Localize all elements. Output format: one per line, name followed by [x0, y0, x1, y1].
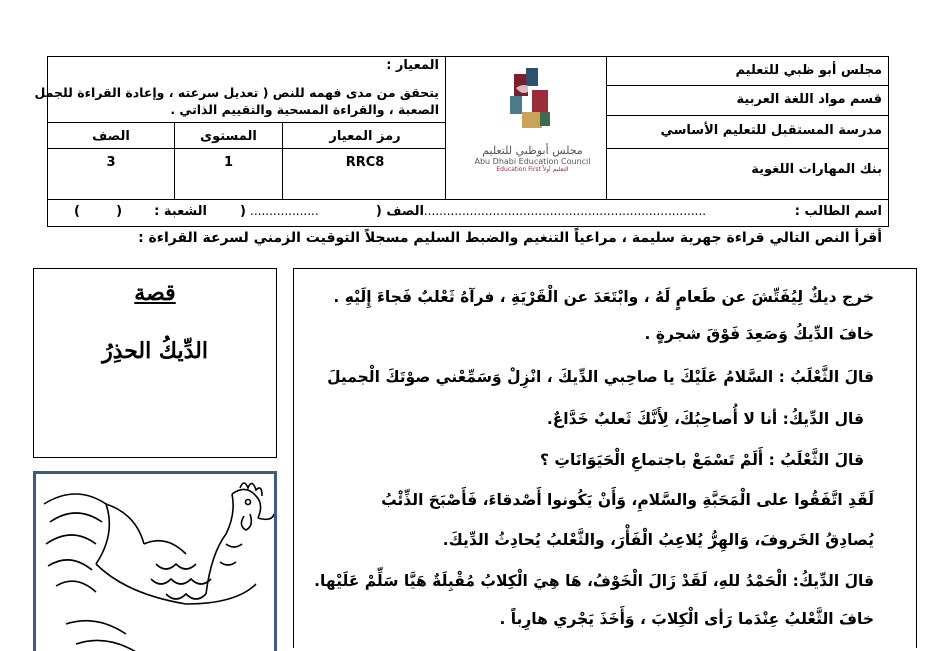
council-name: مجلس أبو ظبي للتعليم [735, 63, 882, 78]
adec-logo [470, 66, 595, 176]
story-line-4: قال الدِّيكُ: أنا لا أُصاحِبُكَ، لِأَنَّكَ ثَعلبٌ خَدَّاعٌ. [546, 410, 864, 428]
story-line-5: قالَ الثَّعْلَبُ : أَلَمْ تَسْمَعْ باجتماعِ الْحَيَوَانَاتِ ؟ [539, 451, 864, 469]
reading-instruction: أقرأ النص التالي قراءة جهرية سليمة ، مراعياً التنغيم والضبط السليم مسجلاً التوقيت الزمني لسرعة القراءة : [138, 230, 882, 246]
value-grade: 3 [106, 155, 116, 170]
logo-tagline: Education First التعليم أولاً [496, 166, 569, 173]
department-name: قسم مواد اللغة العربية [736, 92, 882, 107]
story-line-7: يُصادِقُ الخَروفَ، وَالهِرُّ يُلاعِبُ الْفَأْرَ، والثَّعْلبُ يُحادِثُ الدِّيكَ. [442, 531, 874, 549]
rooster-picture-box [33, 471, 277, 651]
student-name-field[interactable]: ........................................................................... [420, 204, 707, 218]
logo-arabic-text: مجلس أبوظبي للتعليم [482, 144, 583, 157]
value-level: 1 [223, 155, 234, 170]
standard-label: المعيار : [386, 58, 439, 73]
student-name-label: اسم الطالب : [794, 204, 882, 219]
logo-english-text: Abu Dhabi Education Council [474, 157, 591, 166]
col-header-grade: الصف [92, 129, 130, 144]
story-title: الدِّيكُ الحذِرُ [102, 338, 208, 364]
section-field[interactable]: ( ) [74, 204, 123, 219]
story-line-9: خافَ الثَّعْلبُ عِنْدَما رَأى الْكِلابَ ، وَأَخَذَ يَجْري هارِباً . [499, 610, 874, 628]
class-label: الصف ( [375, 204, 424, 219]
class-field[interactable]: .................. [250, 204, 319, 218]
skills-bank: بنك المهارات اللغوية [751, 162, 882, 177]
class-close-paren: ) [240, 204, 246, 219]
school-name: مدرسة المستقبل للتعليم الأساسي [660, 123, 882, 138]
story-label: قصة [134, 280, 176, 306]
story-line-3: قالَ الثَّعْلَبُ : السَّلامُ عَلَيْكَ يا صاحِبي الدِّيكَ ، انْزِلْ وَسَمِّعْني صوْتَكَ الْجميلَ [327, 368, 874, 386]
standard-text-line1: يتحقق من مدى فهمه للنص ( تعديل سرعته ، وإعادة القراءة للجمل [34, 85, 439, 100]
col-header-level: المستوى [200, 129, 257, 144]
adec-emblem-icon [470, 66, 595, 140]
standard-text-line2: الصعبة ، والقراءة المسحية والتقييم الذاتي . [170, 102, 439, 117]
story-line-2: خافَ الدِّيكُ وَصَعِدَ فَوْقَ شجرةٍ . [644, 325, 874, 343]
story-line-8: قالَ الدِّيكُ: الْحَمْدُ للهِ، لَقَدْ زَالَ الْخَوْفُ، هَا هِيَ الْكِلابُ مُقْبِلَةٌ هَيَّا سَلِّمْ عَلَيْها. [314, 572, 874, 590]
value-code: RRC8 [345, 155, 385, 170]
col-header-code: رمز المعيار [329, 129, 401, 144]
section-label: الشعبة : [154, 204, 207, 219]
story-line-6: لَقَدِ اتَّفَقُوا على الْمَحَبَّةِ والسَّلامِ، وَأَنْ يَكُونوا أَصْدقاءَ، فَأَصْبَحَ الذِّئْبُ [381, 491, 874, 509]
rooster-icon [36, 474, 276, 651]
story-line-1: خرج ديكٌ لِيُفَتِّشَ عن طَعامٍ لَهُ ، وابْتَعَدَ عن الْقَرْيَةِ ، فرآهُ ثَعْلبٌ فَجاءَ إِلَيْهِ . [333, 288, 874, 306]
